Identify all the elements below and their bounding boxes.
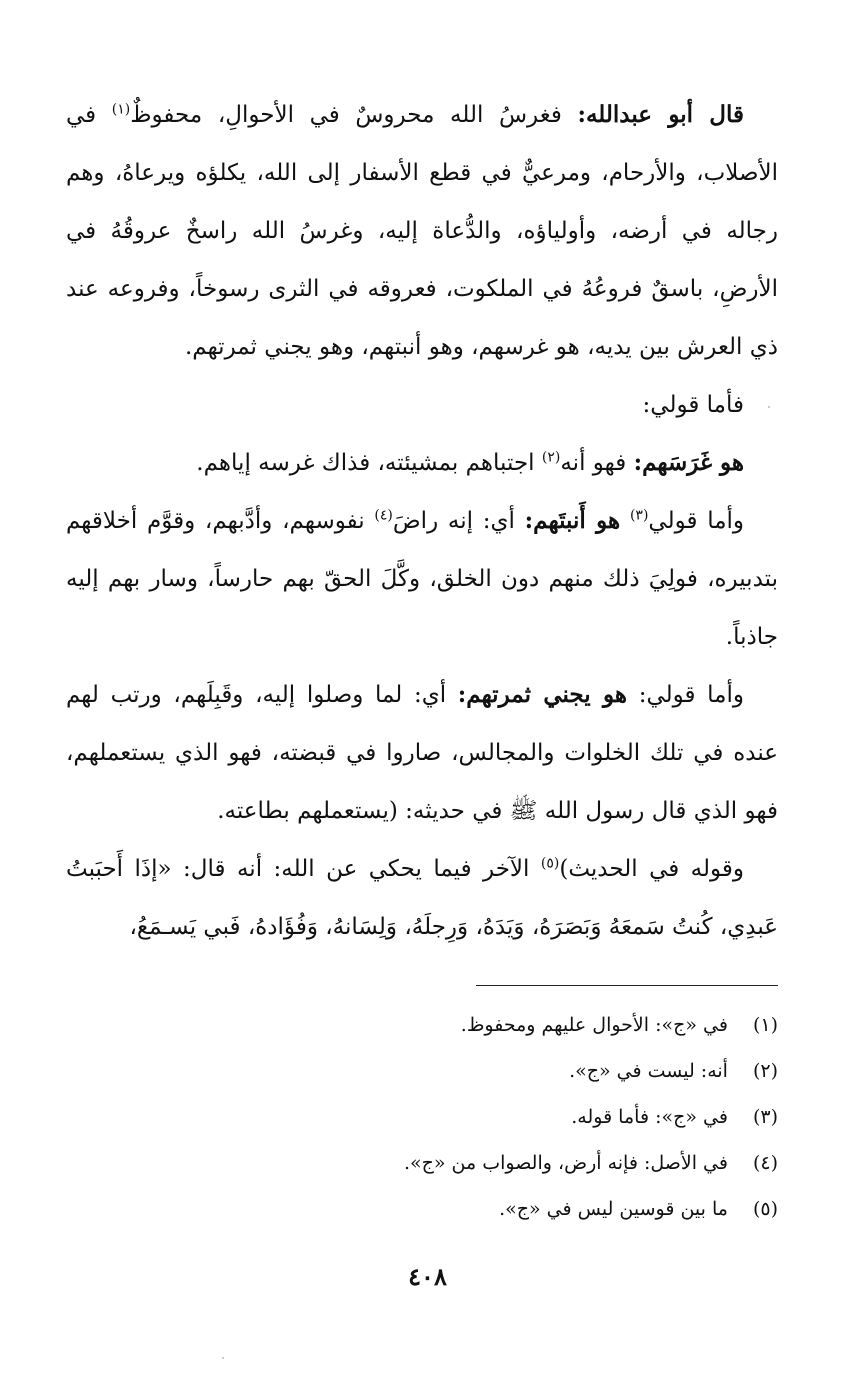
paragraph-4 — [66, 492, 778, 666]
paragraph-3 — [66, 434, 778, 492]
footnote-ref-4[interactable]: (٤) — [374, 507, 393, 524]
footnote-number: (٤) — [752, 1152, 778, 1174]
footnote-ref-2[interactable]: (٢) — [541, 449, 561, 466]
paragraph-6 — [66, 840, 778, 956]
paragraph-3-text-a: فهو أنه — [560, 450, 627, 476]
paragraph-1-text-a: فغرسُ الله محروسٌ في الأحوالِ، محفوظٌ — [130, 102, 562, 128]
paragraph-4-text-c: نفوسهم، وأدَّبهم، وقوَّم أخلاقهم بتدبيره، فولِيَ ذلك منهم دون الخلق، وكَّلَ الحقّ بهم حارساً، وسار بهم إليه جاذباً. — [66, 508, 778, 650]
footnote-3 — [300, 1094, 778, 1140]
phrase-anbatahum: هو أَنبتَهم: — [524, 507, 621, 534]
paragraph-6-text-b: الآخر فيما يحكي عن الله: أنه قال: «إذَا أَحبَبتُ عَبدِي، كُنتُ سَمعَهُ وَبَصَرَهُ، وَيَدَهُ، وَرِجلَهُ، وَلِسَانهُ، وَفُؤَادهُ، فَبي يَسـمَعُ، — [66, 856, 778, 940]
paragraph-1-text-b: في الأصلاب، والأرحام، ومرعيٌّ في قطع الأسفار إلى الله، يكلؤه ويرعاهُ، وهم رجاله في أرضه، وأولياؤه، والدُّعاة إليه، وغرسُ الله راسخٌ عروقُهُ في الأرضِ، باسقٌ فروعُهُ في الملكوت، فعروقه في الثرى رسوخاً، وفروعه عند ذي العرش بين يديه، هو غرسهم، وهو أنبتهم، وهو يجني ثمرتهم. — [66, 102, 778, 360]
footnote-2 — [300, 1048, 778, 1094]
footnote-text: في «ج»: فأما قوله. — [571, 1106, 728, 1128]
footnote-ref-3[interactable]: (٣) — [629, 507, 649, 524]
footnote-text: في «ج»: الأحوال عليهم ومحفوظ. — [460, 1014, 728, 1036]
paragraph-6-text-a: وقوله في الحديث) — [559, 856, 744, 882]
footnote-ref-1[interactable]: (١) — [111, 101, 131, 118]
phrase-gharasahum: هو غَرَسَهم: — [633, 449, 744, 476]
phrase-yajni-thamaratahum: هو يجني ثمرتهم: — [457, 681, 628, 708]
paragraph-5 — [66, 666, 778, 840]
paragraph-1 — [66, 86, 778, 376]
paragraph-5-text-b: أي: لما وصلوا إليه، وقَبِلَهم، ورتب لهم عنده في تلك الخلوات والمجالس، صاروا في قبضته، فهو الذي يستعملهم، فهو الذي قال رسول الله ﷺ في حديثه: (يستعملهم بطاعته. — [66, 682, 778, 824]
page-number: ٤٠٨ — [408, 1262, 447, 1291]
paragraph-4-text-a: وأما قولي — [648, 508, 745, 534]
footnote-4 — [300, 1140, 778, 1186]
footnote-1 — [300, 1002, 778, 1048]
paragraph-3-text-b: اجتباهم بمشيئته، فذاك غرسه إياهم. — [196, 450, 535, 476]
footnote-number: (١) — [752, 1014, 778, 1036]
main-text — [66, 86, 778, 956]
footnote-text: في الأصل: فإنه أرض، والصواب من «ج». — [403, 1152, 728, 1174]
speaker-label: قال أبو عبدالله: — [577, 101, 745, 128]
footnote-5 — [300, 1186, 778, 1232]
footnote-number: (٥) — [752, 1198, 778, 1220]
footnote-number: (٣) — [752, 1106, 778, 1128]
footnote-divider — [476, 985, 778, 986]
paragraph-2-text: فأما قولي: — [642, 392, 744, 418]
scan-speck — [222, 1357, 224, 1359]
scan-speck — [768, 406, 770, 408]
paragraph-5-text-a: وأما قولي: — [638, 682, 744, 708]
footnote-ref-5[interactable]: (٥) — [540, 855, 560, 872]
paragraph-2 — [66, 376, 778, 434]
footnotes — [300, 1002, 778, 1232]
paragraph-4-text-b: أي: إنه راضَ — [392, 508, 515, 534]
footnote-text: أنه: ليست في «ج». — [569, 1060, 728, 1082]
footnote-number: (٢) — [752, 1060, 778, 1082]
footnote-text: ما بين قوسين ليس في «ج». — [499, 1198, 728, 1220]
